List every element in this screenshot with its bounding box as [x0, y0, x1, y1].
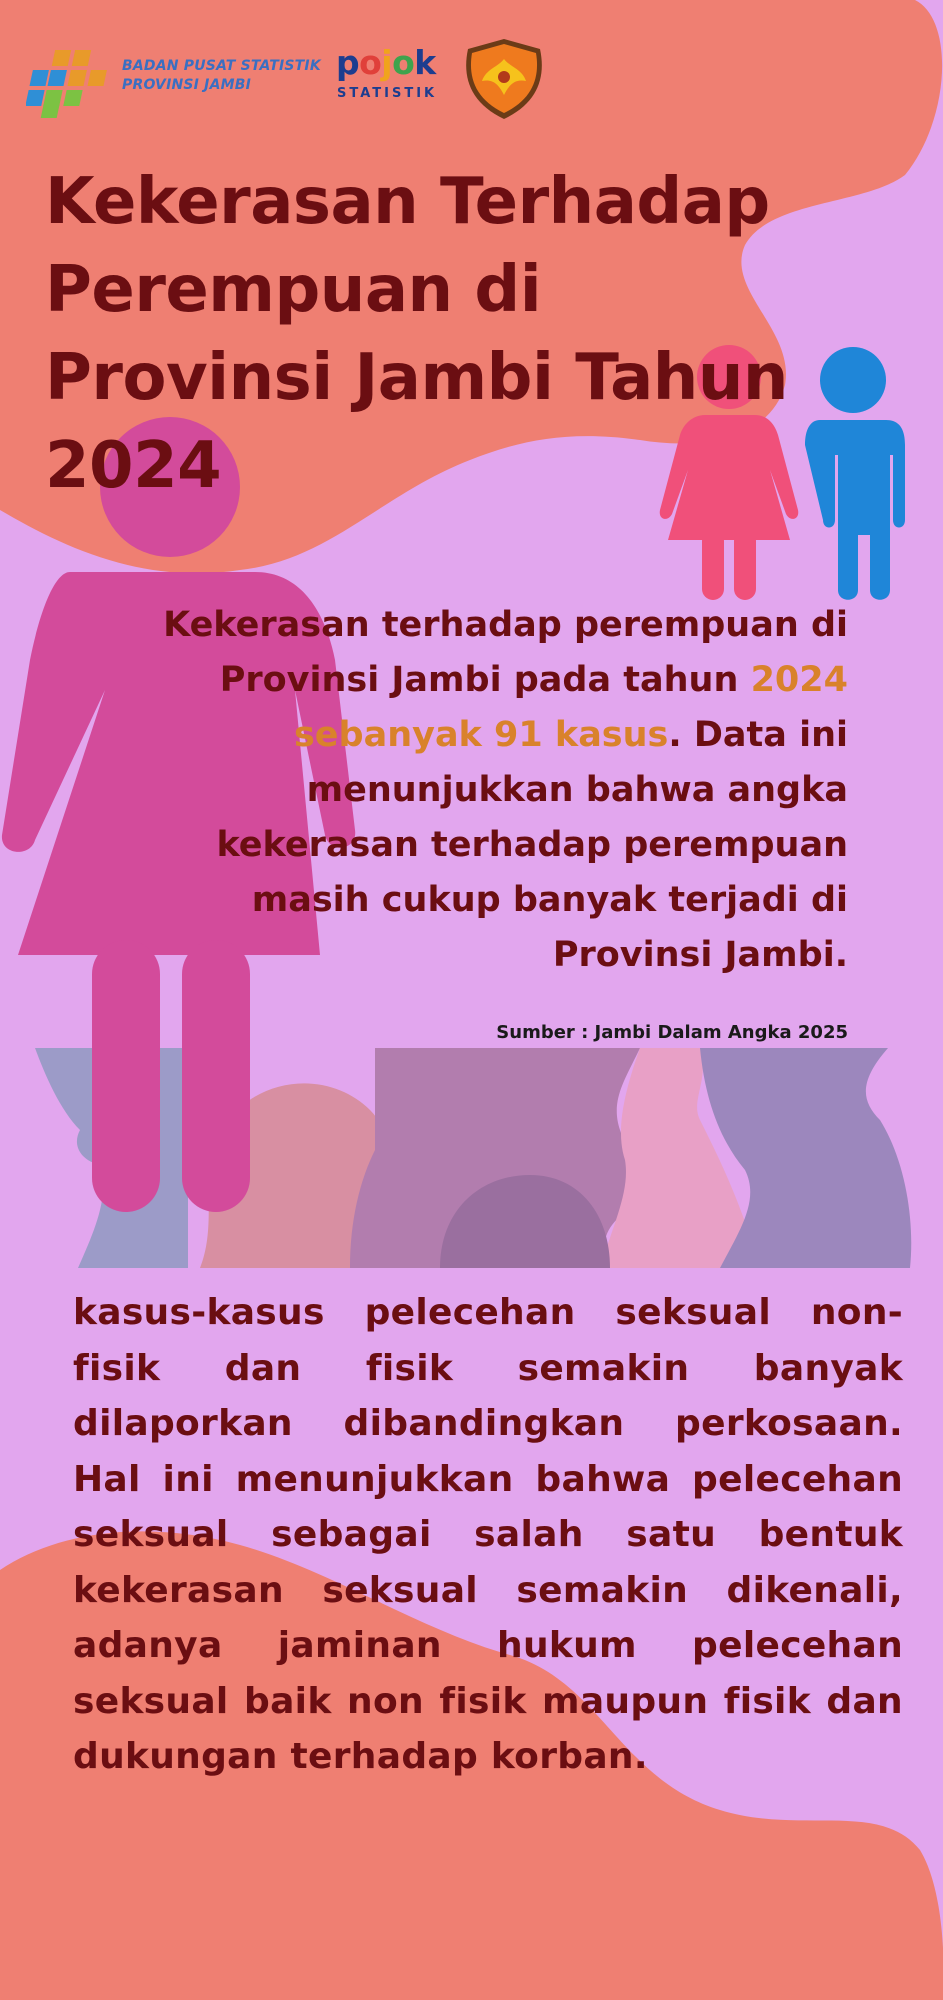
body-paragraph: kasus-kasus pelecehan seksual non-fisik dan fisik semakin banyak dilaporkan dibandingkan perkosaan. Hal ini menunjukkan bahwa pelecehan seksual sebagai salah satu bentuk kekerasan seksual semakin dikenali, adanya jaminan hukum pelecehan seksual baik non fisik maupun fisik dan dukungan terhadap korban.	[73, 1292, 903, 1777]
pojok-letter-j: j	[381, 43, 393, 82]
page-title: Kekerasan Terhadap Perempuan di Provinsi Jambi Tahun 2024	[45, 165, 788, 503]
jambi-emblem-icon	[460, 37, 548, 121]
bps-line1: BADAN PUSAT STATISTIK	[122, 58, 321, 74]
bps-logo-text	[122, 57, 321, 95]
pojok-letter-p: p	[336, 43, 360, 82]
pojok-letter-k: k	[414, 43, 436, 82]
lead-text-part1: Kekerasan terhadap perempuan di Provinsi Jambi pada tahun	[163, 605, 848, 700]
pojok-letter-o2: o	[392, 43, 415, 82]
lead-paragraph	[130, 598, 848, 983]
bps-logo-icon	[26, 46, 118, 120]
lead-text-part2: . Data ini menunjukkan bahwa angka kekerasan terhadap perempuan masih cukup banyak terjadi di Provinsi Jambi.	[216, 715, 848, 975]
pojok-letter-o1: o	[359, 43, 382, 82]
lead-highlight: 2024 sebanyak 91 kasus	[293, 660, 848, 755]
source-note: Sumber : Jambi Dalam Angka 2025	[496, 1022, 848, 1043]
pojok-subtitle: STATISTIK	[337, 86, 438, 101]
pojok-logo	[336, 43, 436, 82]
boy-icon	[805, 347, 905, 600]
bps-line2: PROVINSI JAMBI	[122, 77, 252, 93]
